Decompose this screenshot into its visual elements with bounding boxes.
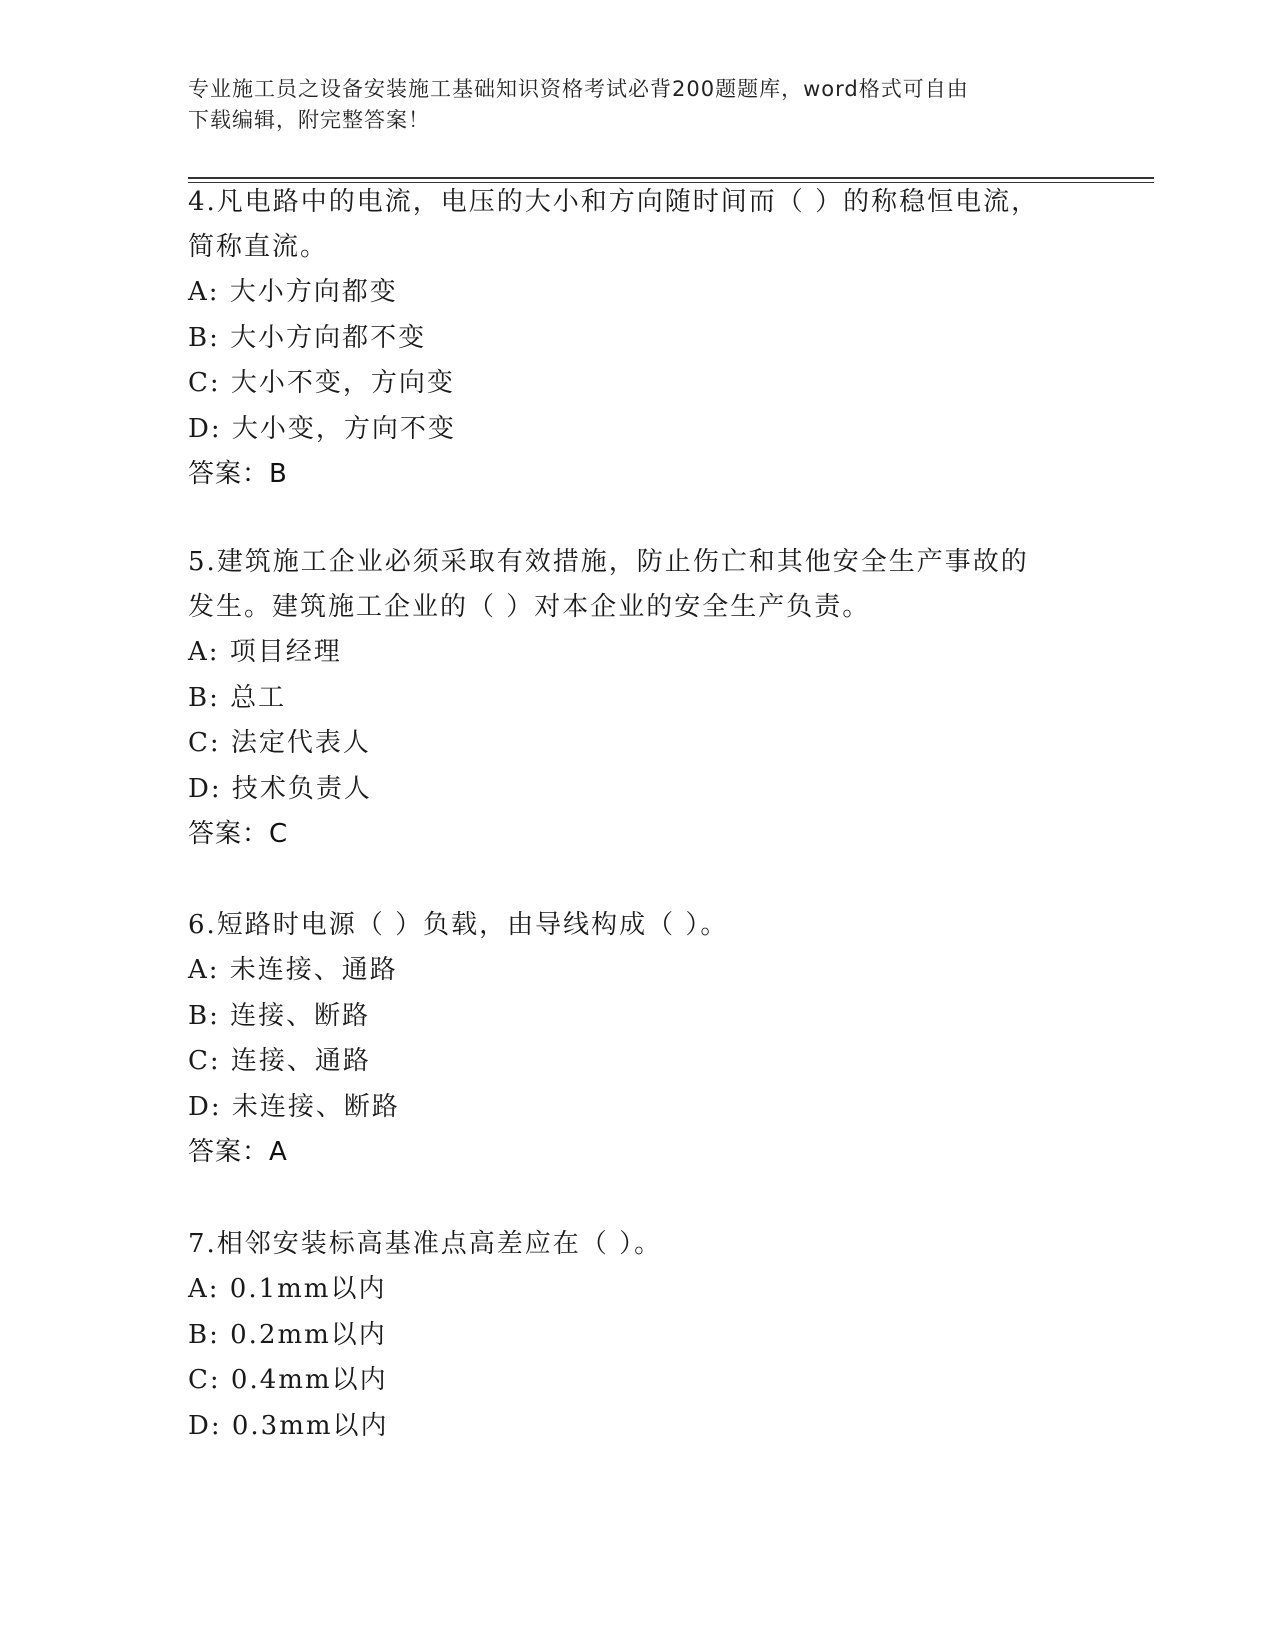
option-b: B: 大小方向都不变 <box>188 322 427 353</box>
question-stem <box>188 903 1088 948</box>
option-d: D: 未连接、断路 <box>188 1091 400 1122</box>
question-5 <box>188 540 1088 857</box>
question-stem <box>188 1222 1088 1267</box>
option-a: A: 未连接、通路 <box>188 955 398 985</box>
option-c: C: 大小不变，方向变 <box>188 368 455 398</box>
option-d: D: 0.3mm以内 <box>188 1410 389 1441</box>
question-stem-line: 7.相邻安装标高基准点高差应在（ ）。 <box>188 1229 663 1259</box>
option-a: A: 项目经理 <box>188 637 342 667</box>
question-stem-line: 6.短路时电源（ ）负载，由导线构成（ ）。 <box>188 910 729 940</box>
option-b: B: 0.2mm以内 <box>188 1319 387 1350</box>
header-line-2: 下载编辑，附完整答案！ <box>188 108 430 132</box>
option-c: C: 0.4mm以内 <box>188 1365 388 1395</box>
question-stem <box>188 180 1088 270</box>
option-b: B: 连接、断路 <box>188 1000 371 1031</box>
option-d: D: 大小变，方向不变 <box>188 413 456 444</box>
option-d: D: 技术负责人 <box>188 773 372 804</box>
answer: 答案：A <box>188 1137 288 1167</box>
question-4 <box>188 180 1088 497</box>
question-7 <box>188 1222 1088 1449</box>
header-divider-thick <box>188 177 1154 179</box>
answer: 答案：B <box>188 459 288 489</box>
answer: 答案：C <box>188 819 289 849</box>
question-stem-line: 4.凡电路中的电流，电压的大小和方向随时间而（ ）的称稳恒电流， <box>188 187 1040 217</box>
option-c: C: 法定代表人 <box>188 728 371 758</box>
question-stem <box>188 540 1088 630</box>
question-6 <box>188 903 1088 1175</box>
option-a: A: 0.1mm以内 <box>188 1274 387 1304</box>
option-a: A: 大小方向都变 <box>188 277 398 307</box>
question-stem-line: 发生。建筑施工企业的（ ）对本企业的安全生产负责。 <box>188 592 871 622</box>
question-stem-line: 5.建筑施工企业必须采取有效措施，防止伤亡和其他安全生产事故的 <box>188 547 1029 577</box>
option-c: C: 连接、通路 <box>188 1046 371 1076</box>
document-header <box>188 74 1088 136</box>
question-stem-line: 简称直流。 <box>188 232 329 262</box>
header-line-1: 专业施工员之设备安装施工基础知识资格考试必背200题题库，word格式可自由 <box>188 77 969 101</box>
option-b: B: 总工 <box>188 682 287 713</box>
